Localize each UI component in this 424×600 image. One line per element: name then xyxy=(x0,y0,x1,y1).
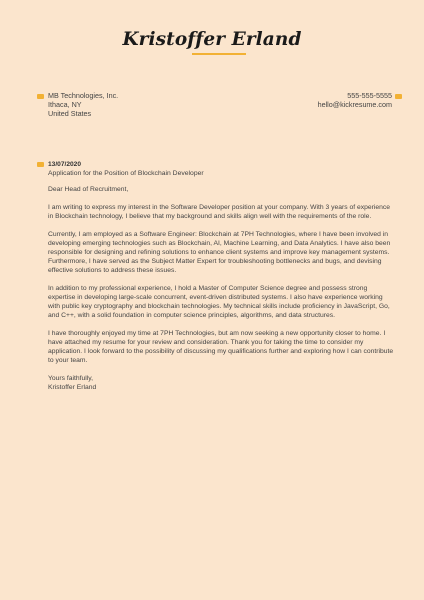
contact-marker-icon xyxy=(395,94,402,99)
recipient-company: MB Technologies, Inc. xyxy=(48,91,119,100)
candidate-name: Kristoffer Erland xyxy=(122,29,302,50)
letter-paragraph-3: In addition to my professional experience, I hold a Master of Computer Science degree and possess strong expertise in developing large-scale concurrent, event-driven distributed systems. I also have experience working with public key cryptography and blockchain technologies. My technical skills include proficiency in JavaScript, Go, and C++, with a solid foundation in computer science principles, algorithms, and data structures. xyxy=(48,285,390,319)
letter-date: 13/07/2020 xyxy=(48,161,82,168)
letter-subject: Application for the Position of Blockchain Developer xyxy=(48,170,204,177)
date-marker-icon xyxy=(37,162,44,167)
sender-phone: 555-555-5555 xyxy=(347,91,392,100)
letter-body xyxy=(48,185,394,392)
letter-paragraph-1: I am writing to express my interest in the Software Developer position at your company. With 3 years of experience in Blockchain technology, I believe that my background and skills align well with the requirements of the role. xyxy=(48,204,391,220)
recipient-address xyxy=(48,91,118,118)
recipient-city: Ithaca, NY xyxy=(48,100,82,109)
sender-email[interactable]: hello@kickresume.com xyxy=(317,100,392,109)
sender-contact xyxy=(318,91,392,109)
letter-signature: Kristoffer Erland xyxy=(48,384,97,391)
recipient-marker-icon xyxy=(37,94,44,99)
letter-closing: Yours faithfully, xyxy=(48,375,94,382)
recipient-country: United States xyxy=(48,109,92,118)
letter-paragraph-2: Currently, I am employed as a Software Engineer: Blockchain at 7PH Technologies, where I have been involved in developing emerging technologies such as Blockchain, AI, Machine Learning, and Data Analytics. I have also been responsible for designing and refining solutions to enhance client systems and improve key management systems. Furthermore, I have served as the Subject Matter Expert for troubleshooting bottlenecks and bugs, and devising effective solutions to address these issues. xyxy=(48,231,391,274)
letter-greeting: Dear Head of Recruitment, xyxy=(48,186,129,193)
name-underline-divider xyxy=(192,53,246,55)
letter-paragraph-4: I have thoroughly enjoyed my time at 7PH Technologies, but am now seeking a new opportunity closer to home. I have attached my resume for your review and consideration. Thank you for taking the time to consider my application. I look forward to the possibility of discussing my qualifications further and exploring how I can contribute to your team. xyxy=(48,330,394,364)
